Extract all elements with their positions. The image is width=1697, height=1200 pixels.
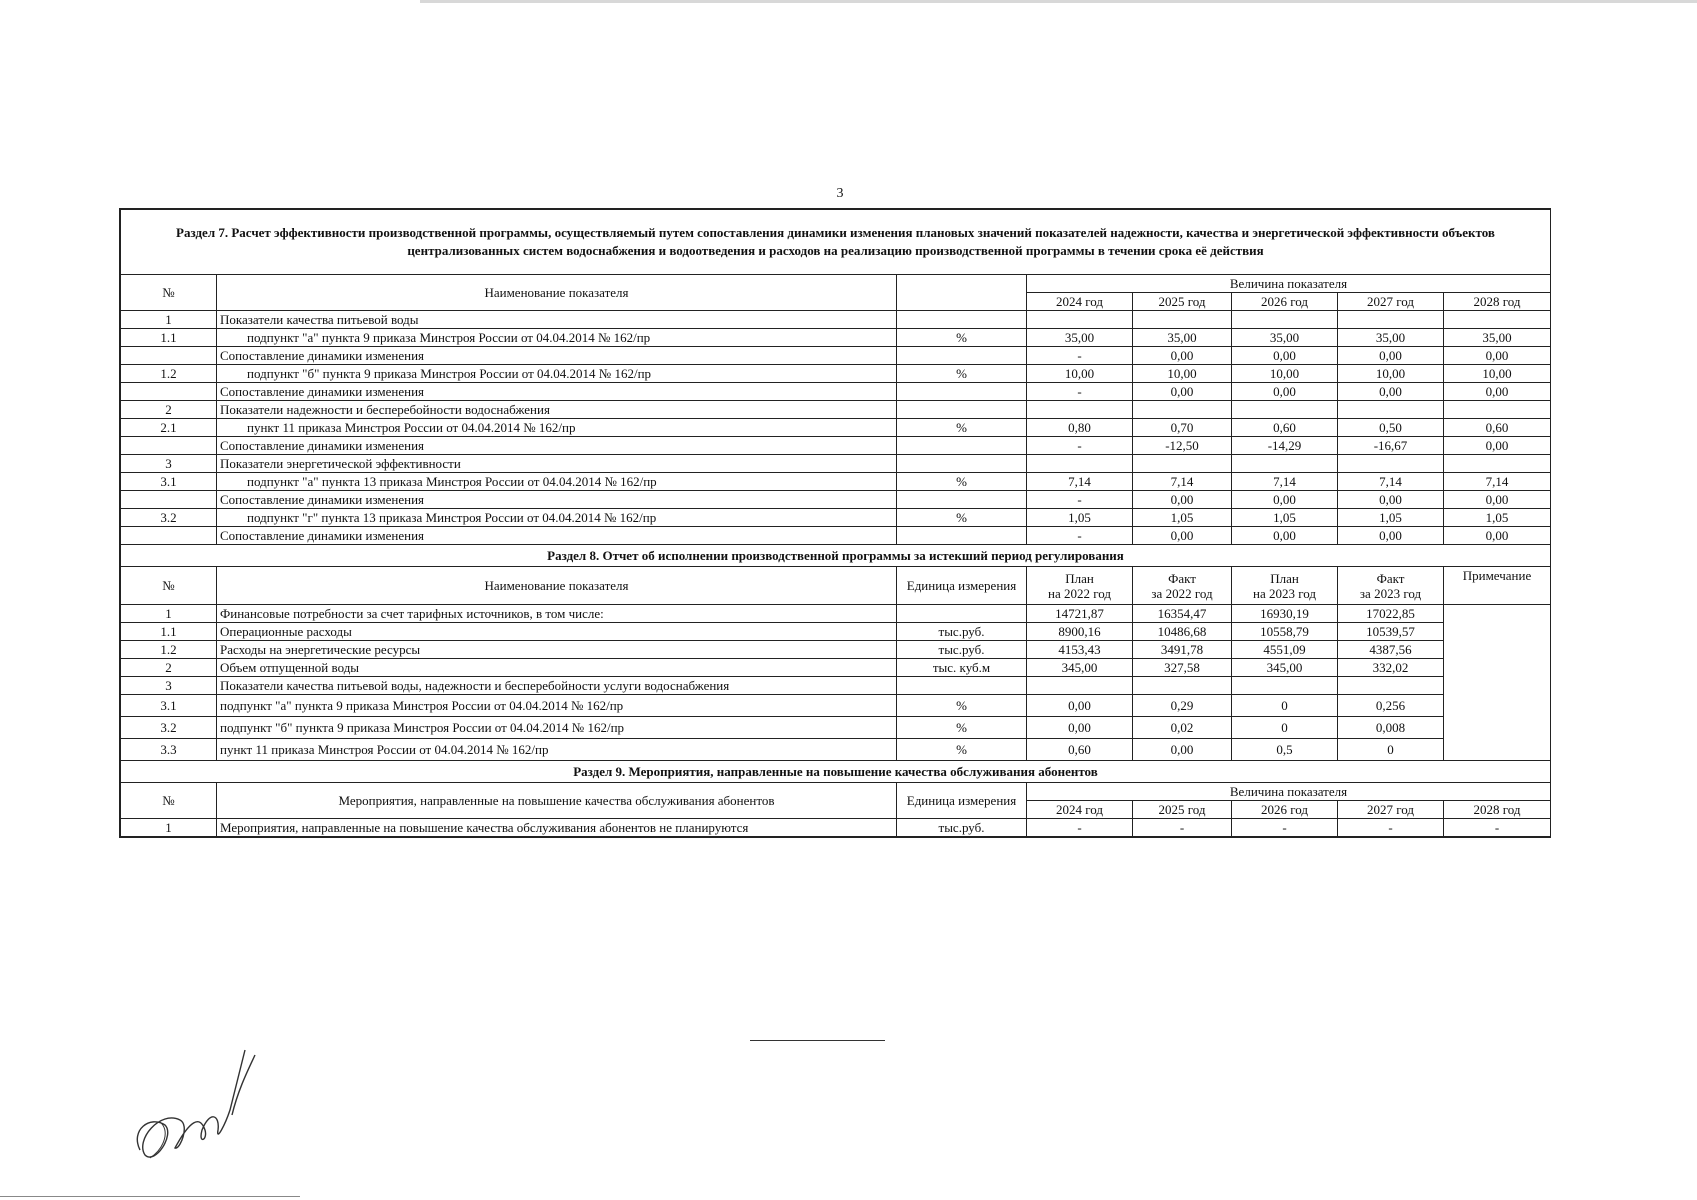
note-cell xyxy=(1444,605,1551,761)
section-7-title: Раздел 7. Расчет эффективности производственной программы, осуществляемый путем сопоставления динамики изменения плановых значений показателей надежности, качества и энергетической эффективности объектов централизованных систем водоснабжения и водоотведения и расходов на реализацию производственной программы в течении срока её действия xyxy=(121,210,1551,275)
row-value xyxy=(1027,401,1133,419)
row-value xyxy=(1232,401,1338,419)
col-header-year: 2025 год xyxy=(1133,801,1232,819)
col-header-unit-empty xyxy=(897,275,1027,311)
col-header-name: Наименование показателя xyxy=(217,567,897,605)
row-value: 0,00 xyxy=(1444,527,1551,545)
row-unit: тыс.руб. xyxy=(897,623,1027,641)
report-table-frame xyxy=(119,208,1551,838)
row-value: 10486,68 xyxy=(1133,623,1232,641)
row-value: 16930,19 xyxy=(1232,605,1338,623)
section-7-title-row xyxy=(121,210,1551,275)
row-name: подпункт "б" пункта 9 приказа Минстроя России от 04.04.2014 № 162/пр xyxy=(217,717,897,739)
row-value xyxy=(1133,401,1232,419)
row-number: 3.2 xyxy=(121,717,217,739)
row-unit: % xyxy=(897,695,1027,717)
row-value: - xyxy=(1027,819,1133,837)
row-unit: % xyxy=(897,739,1027,761)
row-value: 35,00 xyxy=(1133,329,1232,347)
row-value: 10,00 xyxy=(1232,365,1338,383)
signature-image xyxy=(120,1030,270,1180)
row-value: -12,50 xyxy=(1133,437,1232,455)
row-value: 4387,56 xyxy=(1338,641,1444,659)
row-value xyxy=(1338,677,1444,695)
row-value xyxy=(1027,311,1133,329)
row-number: 3.2 xyxy=(121,509,217,527)
col-header-period xyxy=(1133,567,1232,605)
row-number: 2 xyxy=(121,401,217,419)
row-value: 0,60 xyxy=(1232,419,1338,437)
table-row xyxy=(121,311,1551,329)
row-value: 10,00 xyxy=(1338,365,1444,383)
row-value: 35,00 xyxy=(1027,329,1133,347)
row-value: 10539,57 xyxy=(1338,623,1444,641)
col-header-year: 2024 год xyxy=(1027,293,1133,311)
col-header-num: № xyxy=(121,275,217,311)
row-value: 3491,78 xyxy=(1133,641,1232,659)
row-number: 3 xyxy=(121,677,217,695)
row-value: - xyxy=(1338,819,1444,837)
col-header-unit: Единица измерения xyxy=(897,567,1027,605)
row-value: 0,00 xyxy=(1232,491,1338,509)
col-header-num: № xyxy=(121,783,217,819)
row-number xyxy=(121,347,217,365)
row-value: 35,00 xyxy=(1338,329,1444,347)
row-value xyxy=(1338,311,1444,329)
row-number xyxy=(121,383,217,401)
col-header-period-year: за 2023 год xyxy=(1359,585,1422,601)
col-header-year: 2027 год xyxy=(1338,293,1444,311)
row-unit xyxy=(897,491,1027,509)
table-row xyxy=(121,717,1551,739)
section-9-title: Раздел 9. Мероприятия, направленные на повышение качества обслуживания абонентов xyxy=(121,761,1551,783)
section-9-title-row xyxy=(121,761,1551,783)
col-header-value: Величина показателя xyxy=(1027,783,1551,801)
row-value xyxy=(1338,401,1444,419)
row-value: -16,67 xyxy=(1338,437,1444,455)
row-unit: % xyxy=(897,419,1027,437)
col-header-note: Примечание xyxy=(1444,567,1551,605)
row-value: 10,00 xyxy=(1027,365,1133,383)
row-name: Сопоставление динамики изменения xyxy=(217,347,897,365)
row-value xyxy=(1444,311,1551,329)
page-number: 3 xyxy=(836,186,844,201)
row-unit: % xyxy=(897,717,1027,739)
table-row xyxy=(121,819,1551,837)
row-value: 0,00 xyxy=(1133,383,1232,401)
row-unit xyxy=(897,605,1027,623)
row-value: 0,00 xyxy=(1444,383,1551,401)
row-unit xyxy=(897,527,1027,545)
row-name: Мероприятия, направленные на повышение качества обслуживания абонентов не планируются xyxy=(217,819,897,837)
row-unit xyxy=(897,311,1027,329)
row-name: пункт 11 приказа Минстроя России от 04.04.2014 № 162/пр xyxy=(217,419,897,437)
row-value: 10,00 xyxy=(1133,365,1232,383)
table-row xyxy=(121,455,1551,473)
section-9-header-row xyxy=(121,783,1551,801)
table-row xyxy=(121,329,1551,347)
row-name: Показатели качества питьевой воды, надежности и бесперебойности услуги водоснабжения xyxy=(217,677,897,695)
row-value: 14721,87 xyxy=(1027,605,1133,623)
col-header-period-year: за 2022 год xyxy=(1151,585,1213,601)
row-value: - xyxy=(1133,819,1232,837)
col-header-name: Наименование показателя xyxy=(217,275,897,311)
section-8-title-row xyxy=(121,545,1551,567)
row-unit xyxy=(897,383,1027,401)
row-value: 4153,43 xyxy=(1027,641,1133,659)
row-name: Сопоставление динамики изменения xyxy=(217,527,897,545)
row-value: 7,14 xyxy=(1133,473,1232,491)
table-row xyxy=(121,527,1551,545)
row-value xyxy=(1232,455,1338,473)
row-unit: тыс.руб. xyxy=(897,819,1027,837)
section-8-title: Раздел 8. Отчет об исполнении производственной программы за истекший период регулирования xyxy=(121,545,1551,567)
row-value: 7,14 xyxy=(1232,473,1338,491)
row-value xyxy=(1133,677,1232,695)
row-value: 345,00 xyxy=(1027,659,1133,677)
row-name: Показатели качества питьевой воды xyxy=(217,311,897,329)
col-header-period xyxy=(1232,567,1338,605)
table-row xyxy=(121,739,1551,761)
row-number xyxy=(121,491,217,509)
row-value: 0,00 xyxy=(1027,695,1133,717)
scan-top-edge xyxy=(420,0,1697,3)
row-name: подпункт "а" пункта 9 приказа Минстроя России от 04.04.2014 № 162/пр xyxy=(217,329,897,347)
row-number: 1 xyxy=(121,311,217,329)
col-header-year: 2024 год xyxy=(1027,801,1133,819)
table-row xyxy=(121,605,1551,623)
row-value: 0,00 xyxy=(1338,527,1444,545)
row-number: 1.1 xyxy=(121,329,217,347)
row-unit xyxy=(897,347,1027,365)
row-value: 0,00 xyxy=(1133,527,1232,545)
scan-bottom-edge xyxy=(0,1196,300,1197)
row-name: подпункт "а" пункта 13 приказа Минстроя России от 04.04.2014 № 162/пр xyxy=(217,473,897,491)
row-number: 3 xyxy=(121,455,217,473)
row-value xyxy=(1232,677,1338,695)
row-name: Показатели надежности и бесперебойности водоснабжения xyxy=(217,401,897,419)
row-value xyxy=(1444,455,1551,473)
row-value: 35,00 xyxy=(1232,329,1338,347)
row-value: 0,00 xyxy=(1444,491,1551,509)
row-unit: % xyxy=(897,473,1027,491)
row-value: 10558,79 xyxy=(1232,623,1338,641)
row-value: 0,00 xyxy=(1232,347,1338,365)
section-8-header-row xyxy=(121,567,1551,605)
row-value xyxy=(1338,455,1444,473)
row-unit: % xyxy=(897,329,1027,347)
row-value: 0 xyxy=(1232,695,1338,717)
row-value: - xyxy=(1444,819,1551,837)
table-row xyxy=(121,401,1551,419)
table-row xyxy=(121,347,1551,365)
row-value: - xyxy=(1027,437,1133,455)
table-row xyxy=(121,641,1551,659)
row-name: Финансовые потребности за счет тарифных источников, в том числе: xyxy=(217,605,897,623)
col-header-period-type: Факт xyxy=(1376,570,1405,586)
row-value: 1,05 xyxy=(1027,509,1133,527)
row-name: Сопоставление динамики изменения xyxy=(217,491,897,509)
col-header-period-year: на 2022 год xyxy=(1048,585,1111,601)
row-value: - xyxy=(1232,819,1338,837)
row-value: 7,14 xyxy=(1444,473,1551,491)
row-value: - xyxy=(1027,347,1133,365)
row-value: 0,29 xyxy=(1133,695,1232,717)
col-header-period-year: на 2023 год xyxy=(1253,585,1316,601)
table-row xyxy=(121,419,1551,437)
row-value xyxy=(1027,455,1133,473)
row-unit: тыс. куб.м xyxy=(897,659,1027,677)
row-value: 0,60 xyxy=(1444,419,1551,437)
table-row xyxy=(121,437,1551,455)
table-row xyxy=(121,473,1551,491)
col-header-period-type: План xyxy=(1065,570,1094,586)
row-number: 3.1 xyxy=(121,695,217,717)
row-value: 35,00 xyxy=(1444,329,1551,347)
row-value: 0,5 xyxy=(1232,739,1338,761)
row-value: 0,70 xyxy=(1133,419,1232,437)
row-name: Сопоставление динамики изменения xyxy=(217,383,897,401)
row-value: 0,00 xyxy=(1133,491,1232,509)
row-name: Показатели энергетической эффективности xyxy=(217,455,897,473)
row-number xyxy=(121,437,217,455)
col-header-year: 2025 год xyxy=(1133,293,1232,311)
row-value: - xyxy=(1027,491,1133,509)
row-number: 1 xyxy=(121,605,217,623)
section-7-header-row xyxy=(121,275,1551,293)
row-value: 0,00 xyxy=(1444,437,1551,455)
row-value: 1,05 xyxy=(1338,509,1444,527)
row-value: 0,00 xyxy=(1338,491,1444,509)
col-header-year: 2028 год xyxy=(1444,801,1551,819)
col-header-value: Величина показателя xyxy=(1027,275,1551,293)
row-unit xyxy=(897,437,1027,455)
row-value: 4551,09 xyxy=(1232,641,1338,659)
row-unit: % xyxy=(897,365,1027,383)
col-header-year: 2027 год xyxy=(1338,801,1444,819)
row-value: 17022,85 xyxy=(1338,605,1444,623)
row-value xyxy=(1027,677,1133,695)
row-value xyxy=(1133,311,1232,329)
col-header-num: № xyxy=(121,567,217,605)
row-number: 1.1 xyxy=(121,623,217,641)
row-value: 0,00 xyxy=(1338,347,1444,365)
table-row xyxy=(121,659,1551,677)
row-value: 0,00 xyxy=(1444,347,1551,365)
row-name: Сопоставление динамики изменения xyxy=(217,437,897,455)
col-header-year: 2028 год xyxy=(1444,293,1551,311)
row-value: 0,00 xyxy=(1133,739,1232,761)
row-value: 0,00 xyxy=(1027,717,1133,739)
row-value: 7,14 xyxy=(1027,473,1133,491)
col-header-name: Мероприятия, направленные на повышение качества обслуживания абонентов xyxy=(217,783,897,819)
row-number: 2 xyxy=(121,659,217,677)
report-table xyxy=(120,209,1551,837)
row-unit xyxy=(897,455,1027,473)
row-name: подпункт "а" пункта 9 приказа Минстроя России от 04.04.2014 № 162/пр xyxy=(217,695,897,717)
table-row xyxy=(121,509,1551,527)
row-value: 0,60 xyxy=(1027,739,1133,761)
table-row xyxy=(121,365,1551,383)
row-value xyxy=(1133,455,1232,473)
row-value: 10,00 xyxy=(1444,365,1551,383)
row-value: 0,256 xyxy=(1338,695,1444,717)
row-value: 0,80 xyxy=(1027,419,1133,437)
row-value: 8900,16 xyxy=(1027,623,1133,641)
row-name: Объем отпущенной воды xyxy=(217,659,897,677)
closing-rule xyxy=(750,1040,885,1041)
row-name: подпункт "г" пункта 13 приказа Минстроя России от 04.04.2014 № 162/пр xyxy=(217,509,897,527)
row-value: -14,29 xyxy=(1232,437,1338,455)
row-number: 1 xyxy=(121,819,217,837)
col-header-year: 2026 год xyxy=(1232,801,1338,819)
row-number: 2.1 xyxy=(121,419,217,437)
row-value: 345,00 xyxy=(1232,659,1338,677)
row-unit xyxy=(897,677,1027,695)
row-value: 0 xyxy=(1338,739,1444,761)
row-unit xyxy=(897,401,1027,419)
row-name: Расходы на энергетические ресурсы xyxy=(217,641,897,659)
row-value xyxy=(1444,401,1551,419)
table-row xyxy=(121,623,1551,641)
row-value: 1,05 xyxy=(1133,509,1232,527)
row-unit: тыс.руб. xyxy=(897,641,1027,659)
table-row xyxy=(121,383,1551,401)
row-value: 0,00 xyxy=(1232,527,1338,545)
row-number: 3.1 xyxy=(121,473,217,491)
table-row xyxy=(121,677,1551,695)
row-value: 0,00 xyxy=(1133,347,1232,365)
row-name: Операционные расходы xyxy=(217,623,897,641)
row-value: - xyxy=(1027,527,1133,545)
row-name: подпункт "б" пункта 9 приказа Минстроя России от 04.04.2014 № 162/пр xyxy=(217,365,897,383)
row-value: 0,00 xyxy=(1338,383,1444,401)
col-header-unit: Единица измерения xyxy=(897,783,1027,819)
row-value: 0,00 xyxy=(1232,383,1338,401)
row-value: 16354,47 xyxy=(1133,605,1232,623)
row-value: 7,14 xyxy=(1338,473,1444,491)
row-value xyxy=(1232,311,1338,329)
row-value: 0,008 xyxy=(1338,717,1444,739)
row-value: 332,02 xyxy=(1338,659,1444,677)
col-header-period xyxy=(1027,567,1133,605)
col-header-period xyxy=(1338,567,1444,605)
row-value: 0,50 xyxy=(1338,419,1444,437)
row-number: 1.2 xyxy=(121,365,217,383)
row-unit: % xyxy=(897,509,1027,527)
row-number xyxy=(121,527,217,545)
row-value: 327,58 xyxy=(1133,659,1232,677)
table-row xyxy=(121,491,1551,509)
row-value: - xyxy=(1027,383,1133,401)
col-header-period-type: Факт xyxy=(1168,570,1196,586)
row-value: 1,05 xyxy=(1444,509,1551,527)
col-header-year: 2026 год xyxy=(1232,293,1338,311)
row-value: 0 xyxy=(1232,717,1338,739)
table-row xyxy=(121,695,1551,717)
row-number: 1.2 xyxy=(121,641,217,659)
row-number: 3.3 xyxy=(121,739,217,761)
col-header-period-type: План xyxy=(1270,570,1299,586)
row-value: 1,05 xyxy=(1232,509,1338,527)
row-name: пункт 11 приказа Минстроя России от 04.04.2014 № 162/пр xyxy=(217,739,897,761)
row-value: 0,02 xyxy=(1133,717,1232,739)
